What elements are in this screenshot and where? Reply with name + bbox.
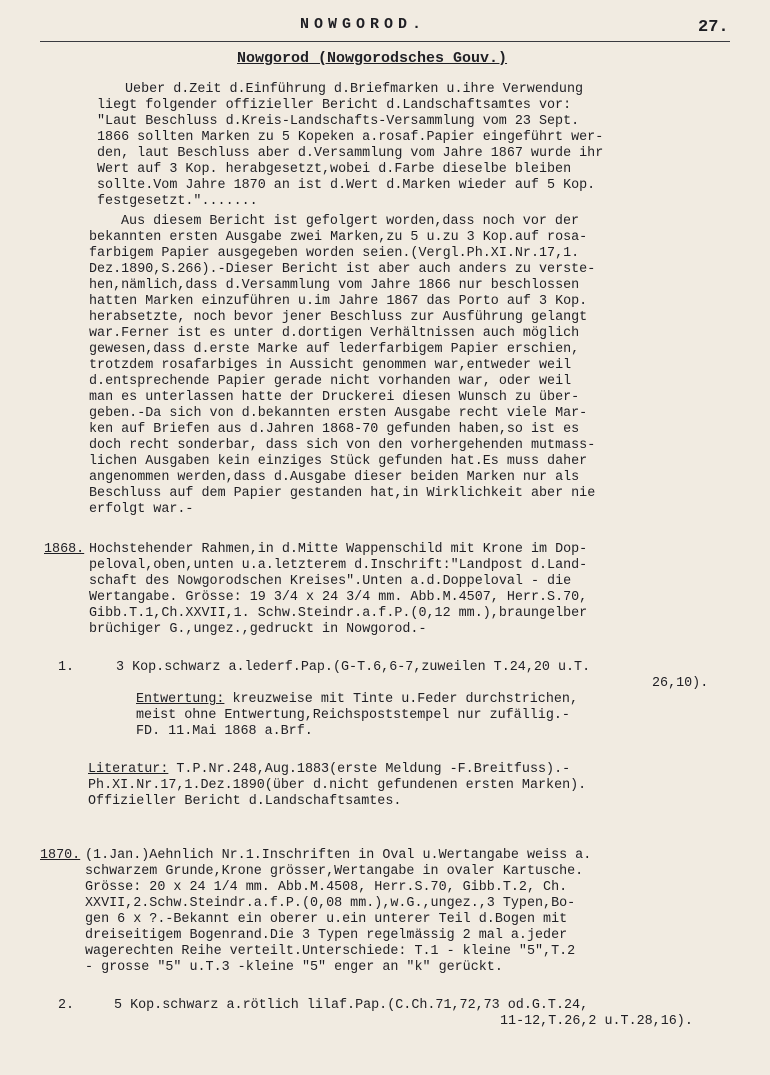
issue-year-1870: 1870. (40, 848, 81, 863)
literature-note (88, 762, 570, 778)
section-heading: Nowgorod (Nowgorodsches Gouv.) (237, 50, 508, 67)
text-line: hen,nämlich,dass d.Versammlung vom Jahre 1866 nur beschlossen (89, 278, 580, 293)
text-line: "Laut Beschluss d.Kreis-Landschafts-Versammlung vom 23 Sept. (97, 114, 580, 129)
running-header: NOWGOROD. (300, 16, 427, 33)
text-line: sollte.Vom Jahre 1870 an ist d.Wert d.Marken wieder auf 5 Kop. (97, 178, 596, 193)
text-line: brüchiger G.,ungez.,gedruckt in Nowgorod.- (89, 622, 427, 637)
text-line: herabsetzte, noch bevor jener Beschluss zur Ausführung gelangt (89, 310, 588, 325)
text-line: Dez.1890,S.266).-Dieser Bericht ist aber auch anders zu verste- (89, 262, 596, 277)
text-line: schaft des Nowgorodschen Kreises".Unten a.d.Doppeloval - die (89, 574, 572, 589)
text-line: Offizieller Bericht d.Landschaftsamtes. (88, 794, 402, 809)
text-line: Aus diesem Bericht ist gefolgert worden,dass noch vor der (121, 214, 580, 229)
stamp-entry: 5 Kop.schwarz a.rötlich lilaf.Pap.(C.Ch.71,72,73 od.G.T.24, (114, 998, 589, 1013)
text-line: XXVII,2.Schw.Steindr.a.f.P.(0,08 mm.),w.G.,ungez.,3 Typen,Bo- (85, 896, 576, 911)
text-line: geben.-Da sich von d.bekannten ersten Ausgabe recht viele Mar- (89, 406, 588, 421)
text-line: Grösse: 20 x 24 1/4 mm. Abb.M.4508, Herr.S.70, Gibb.T.2, Ch. (85, 880, 568, 895)
text-line: den, laut Beschluss aber d.Versammlung vom Jahre 1867 wurde ihr (97, 146, 604, 161)
text-line: angenommen werden,dass d.Ausgabe dieser beiden Marken nur als (89, 470, 580, 485)
text-line: Wertangabe. Grösse: 19 3/4 x 24 3/4 mm. Abb.M.4507, Herr.S.70, (89, 590, 588, 605)
text-line: hatten Marken einzuführen u.im Jahre 1867 das Porto auf 3 Kop. (89, 294, 588, 309)
text-line: gen 6 x ?.-Bekannt ein oberer u.ein unterer Teil d.Bogen mit (85, 912, 568, 927)
text-line: d.entsprechende Papier gerade nicht vorhanden war, oder weil (89, 374, 572, 389)
text-line: Hochstehender Rahmen,in d.Mitte Wappenschild mit Krone im Dop- (89, 542, 588, 557)
text-line: 1866 sollten Marken zu 5 Kopeken a.rosaf.Papier eingeführt wer- (97, 130, 604, 145)
text-line: ken auf Briefen aus d.Jahren 1868-70 gefunden haben,so ist es (89, 422, 580, 437)
text-fragment: T.P.Nr.248,Aug.1883(erste Meldung -F.Breitfuss).- (168, 762, 571, 777)
text-line: Ueber d.Zeit d.Einführung d.Briefmarken u.ihre Verwendung (125, 82, 584, 97)
text-line: meist ohne Entwertung,Reichspoststempel nur zufällig.- (136, 708, 570, 723)
text-line: man es unterlassen hatte der Druckerei diesen Wunsch zu über- (89, 390, 580, 405)
text-line: peloval,oben,unten u.a.letzterem d.Inschrift:"Landpost d.Land- (89, 558, 588, 573)
stamp-entry: 3 Kop.schwarz a.lederf.Pap.(G-T.6,6-7,zuweilen T.24,20 u.T. (116, 660, 591, 675)
cancellation-label: Entwertung: (136, 692, 225, 707)
text-line: Beschluss auf dem Papier gestanden hat,in Wirklichkeit aber nie (89, 486, 596, 501)
issue-year-1868: 1868. (44, 542, 85, 557)
text-fragment: kreuzweise mit Tinte u.Feder durchstrichen, (224, 692, 578, 707)
text-line: trotzdem rosafarbiges in Aussicht genommen war,entweder weil (89, 358, 572, 373)
literature-label: Literatur: (88, 762, 169, 777)
text-line: liegt folgender offizieller Bericht d.Landschaftsamtes vor: (97, 98, 572, 113)
text-line: doch recht sonderbar, dass sich von den vorhergehenden mutmass- (89, 438, 596, 453)
catalog-number: 1. (58, 660, 75, 675)
text-line: farbigem Papier ausgegeben worden seien.(Vergl.Ph.XI.Nr.17,1. (89, 246, 580, 261)
text-line: Ph.XI.Nr.17,1.Dez.1890(über d.nicht gefundenen ersten Marken). (88, 778, 587, 793)
stamp-entry: 26,10). (652, 676, 709, 691)
text-line: Wert auf 3 Kop. herabgesetzt,wobei d.Farbe dieselbe bleiben (97, 162, 572, 177)
text-line: lichen Ausgaben kein einziges Stück gefunden hat.Es muss daher (89, 454, 588, 469)
stamp-entry: 11-12,T.26,2 u.T.28,16). (500, 1014, 693, 1029)
text-line: wagerechten Reihe verteilt.Unterschiede: T.1 - kleine "5",T.2 (85, 944, 576, 959)
text-line: bekannten ersten Ausgabe zwei Marken,zu 5 u.zu 3 Kop.auf rosa- (89, 230, 588, 245)
text-line: FD. 11.Mai 1868 a.Brf. (136, 724, 313, 739)
text-line: Gibb.T.1,Ch.XXVII,1. Schw.Steindr.a.f.P.(0,12 mm.),braungelber (89, 606, 588, 621)
text-line: festgesetzt."....... (97, 194, 258, 209)
catalog-number: 2. (58, 998, 75, 1013)
text-line: schwarzem Grunde,Krone grösser,Wertangabe in ovaler Kartusche. (85, 864, 584, 879)
text-line: dreiseitigem Bogenrand.Die 3 Typen regelmässig 2 mal a.jeder (85, 928, 568, 943)
text-line: - grosse "5" u.T.3 -kleine "5" enger an "k" gerückt. (85, 960, 503, 975)
text-line: (1.Jan.)Aehnlich Nr.1.Inschriften in Oval u.Wertangabe weiss a. (85, 848, 592, 863)
text-line: war.Ferner ist es unter d.dortigen Verhältnissen auch möglich (89, 326, 580, 341)
text-line: erfolgt war.- (89, 502, 194, 517)
cancellation-note (136, 692, 578, 708)
text-line: gewesen,dass d.erste Marke auf lederfarbigem Papier erschien, (89, 342, 580, 357)
header-divider (40, 41, 730, 42)
page-number: 27. (698, 18, 729, 37)
